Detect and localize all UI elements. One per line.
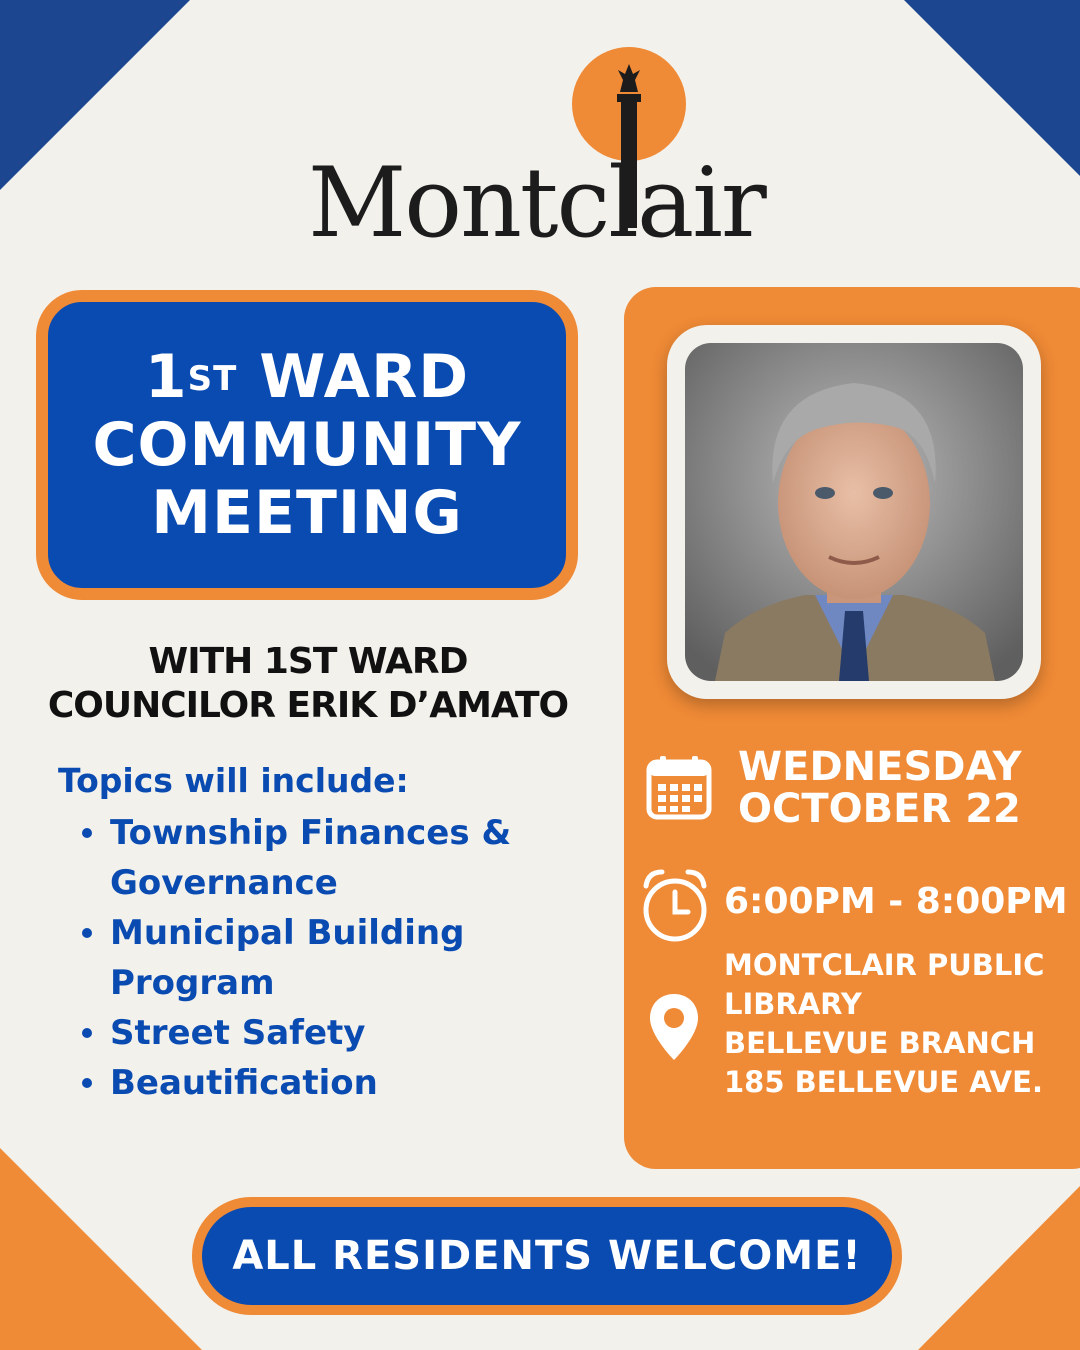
title-line-2: COMMUNITY bbox=[92, 410, 522, 480]
alarm-clock-icon bbox=[638, 866, 712, 944]
councilor-photo bbox=[685, 343, 1023, 681]
topic-item: Municipal Building Program bbox=[80, 908, 540, 1008]
topic-item: Township Finances & Governance bbox=[80, 808, 540, 908]
location-pin-icon bbox=[648, 992, 700, 1064]
welcome-banner: ALL RESIDENTS WELCOME! bbox=[192, 1197, 902, 1315]
councilor-line: WITH 1ST WARD COUNCILOR ERIK D’AMATO bbox=[47, 641, 569, 726]
corner-bottom-left bbox=[0, 1148, 202, 1350]
topics-heading: Topics will include: bbox=[58, 761, 409, 800]
councilor-photo-frame bbox=[667, 325, 1041, 699]
logo-wordmark: Montclair bbox=[308, 147, 765, 259]
topic-item: Beautification bbox=[80, 1058, 540, 1108]
corner-top-left bbox=[0, 0, 190, 190]
corner-bottom-right bbox=[918, 1186, 1080, 1350]
topic-item: Street Safety bbox=[80, 1008, 540, 1058]
event-date: WEDNESDAY OCTOBER 22 bbox=[738, 744, 1022, 832]
event-location: MONTCLAIR PUBLIC LIBRARY BELLEVUE BRANCH 185 BELLEVUE AVE. bbox=[724, 948, 1045, 1099]
event-time: 6:00PM - 8:00PM bbox=[724, 881, 1068, 922]
title-line-3: MEETING bbox=[151, 478, 463, 548]
calendar-icon bbox=[646, 754, 712, 820]
corner-top-right bbox=[904, 0, 1080, 176]
title-line-1: 1ST WARD bbox=[144, 342, 470, 412]
meeting-title-box bbox=[36, 290, 578, 600]
montclair-logo bbox=[300, 40, 780, 259]
topics-list bbox=[80, 808, 540, 1108]
